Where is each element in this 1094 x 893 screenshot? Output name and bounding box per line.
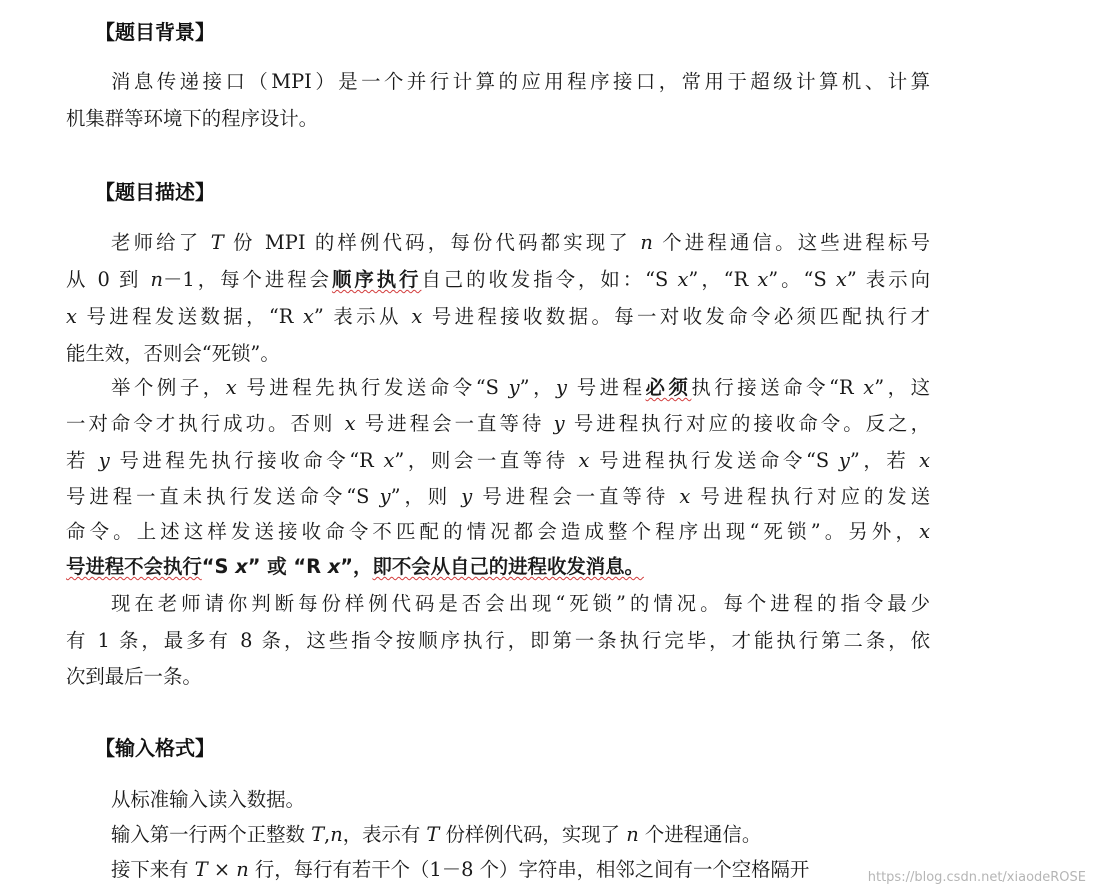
input-line-2: 输入第一行两个正整数 T,n，表示有 T 份样例代码，实现了 n 个进程通信。 <box>111 823 762 846</box>
description-p1-line-1: 老师给了 T 份 MPI 的样例代码，每份代码都实现了 n 个进程通信。这些进程标号 <box>111 231 930 254</box>
emphasis-no-self-message: 即不会从自己的进程收发消息。 <box>372 555 644 578</box>
description-p1-line-2: 从 0 到 n－1，每个进程会顺序执行自己的收发指令，如：“S x”，“R x”。“S x” 表示向 <box>66 268 930 291</box>
description-p3-line-3: 次到最后一条。 <box>66 665 202 688</box>
description-p2-line-1: 举个例子，x 号进程先执行发送命令“S y”，y 号进程必须执行接送命令“R x”，这 <box>111 376 930 399</box>
input-line-3: 接下来有 T × n 行，每行有若干个（1－8 个）字符串，相邻之间有一个空格隔开 <box>111 858 810 881</box>
section-heading-input: 【输入格式】 <box>95 736 215 760</box>
emphasis-must: 必须 <box>645 376 692 399</box>
description-p3-line-2: 有 1 条，最多有 8 条，这些指令按顺序执行，即第一条执行完毕，才能执行第二条，依 <box>66 629 930 652</box>
description-p2-line-3: 若 y 号进程先执行接收命令“R x”，则会一直等待 x 号进程执行发送命令“S y”，若 x <box>66 449 930 472</box>
background-line-1: 消息传递接口（MPI）是一个并行计算的应用程序接口，常用于超级计算机、计算 <box>111 70 930 93</box>
background-line-2: 机集群等环境下的程序设计。 <box>66 107 319 130</box>
description-p2-line-6: 号进程不会执行“S x” 或 “R x”，即不会从自己的进程收发消息。 <box>66 555 644 578</box>
input-line-1: 从标准输入读入数据。 <box>111 788 305 811</box>
watermark: https://blog.csdn.net/xiaodeROSE <box>867 870 1086 885</box>
description-p1-line-3: x 号进程发送数据，“R x” 表示从 x 号进程接收数据。每一对收发命令必须匹配执行才 <box>66 305 930 328</box>
emphasis-process-no-exec: 号进程不会执行 <box>66 555 202 578</box>
description-p1-line-4: 能生效，否则会“死锁”。 <box>66 342 280 365</box>
description-p2-line-4: 号进程一直未执行发送命令“S y”，则 y 号进程会一直等待 x 号进程执行对应的发送 <box>66 485 930 508</box>
description-p2-line-2: 一对命令才执行成功。否则 x 号进程会一直等待 y 号进程执行对应的接收命令。反之， <box>66 412 930 435</box>
emphasis-sequential: 顺序执行 <box>331 268 422 291</box>
section-heading-background: 【题目背景】 <box>95 20 215 44</box>
description-p2-line-5: 命令。上述这样发送接收命令不匹配的情况都会造成整个程序出现“死锁”。另外，x <box>66 520 930 543</box>
section-heading-description: 【题目描述】 <box>95 180 215 204</box>
description-p3-line-1: 现在老师请你判断每份样例代码是否会出现“死锁”的情况。每个进程的指令最少 <box>111 592 930 615</box>
